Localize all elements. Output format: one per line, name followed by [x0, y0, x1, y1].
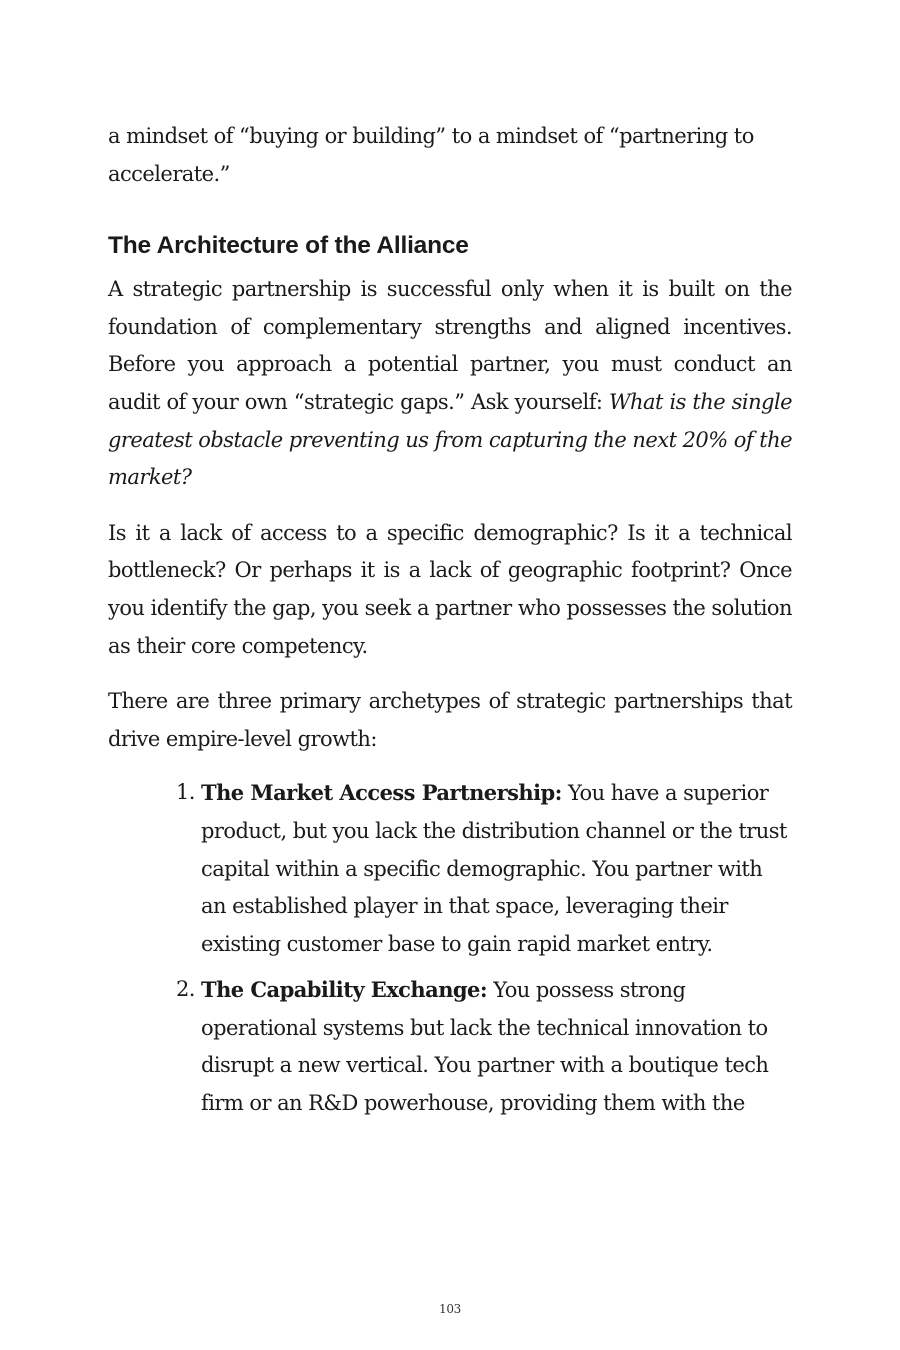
- paragraph-strategic-gaps: [108, 271, 792, 497]
- list-item-title: The Capability Exchange:: [201, 977, 488, 1003]
- list-item: [108, 971, 792, 1122]
- list-item-text: [201, 971, 792, 1122]
- list-item-body: You have a superior product, but you lack the distribution channel or the trust capital within a specific demographic. You partner with an established player in that space, leveraging their existing customer base to gain rapid market entry.: [201, 781, 787, 956]
- page-number: 103: [438, 1302, 461, 1316]
- lead-paragraph: a mindset of “buying or building” to a mindset of “partnering to accelerate.”: [108, 124, 754, 186]
- list-item-body: You possess strong operational systems but lack the technical innovation to disrupt a new vertical. You partner with a boutique tech firm or an R&D powerhouse, providing them with the: [201, 978, 769, 1116]
- list-item-title: The Market Access Partnership:: [201, 780, 562, 806]
- paragraph-identify-gap: Is it a lack of access to a specific demographic? Is it a technical bottleneck? Or perhaps it is a lack of geographic footprint? Once you identify the gap, you seek a partner who possesses the solution as their core competency.: [108, 520, 792, 658]
- archetypes-list: [108, 774, 792, 1122]
- list-item-number: 1.: [176, 780, 195, 805]
- italic-question: What is the single greatest obstacle preventing us from capturing the next 20% of the market?: [108, 389, 792, 490]
- paragraph-strategic-gaps-text: A strategic partnership is successful only when it is built on the foundation of complementary strengths and aligned incentives. Before you approach a potential partner, you must conduct an audit of your own “strategic gaps.” Ask yourself:: [108, 277, 792, 414]
- page-content: [108, 118, 792, 1131]
- paragraph-archetypes-intro: There are three primary archetypes of strategic partnerships that drive empire-level growth:: [108, 689, 792, 751]
- list-item-text: [201, 774, 792, 963]
- section-heading: The Architecture of the Alliance: [108, 232, 469, 260]
- list-item-number: 2.: [176, 977, 195, 1002]
- list-item: [108, 774, 792, 963]
